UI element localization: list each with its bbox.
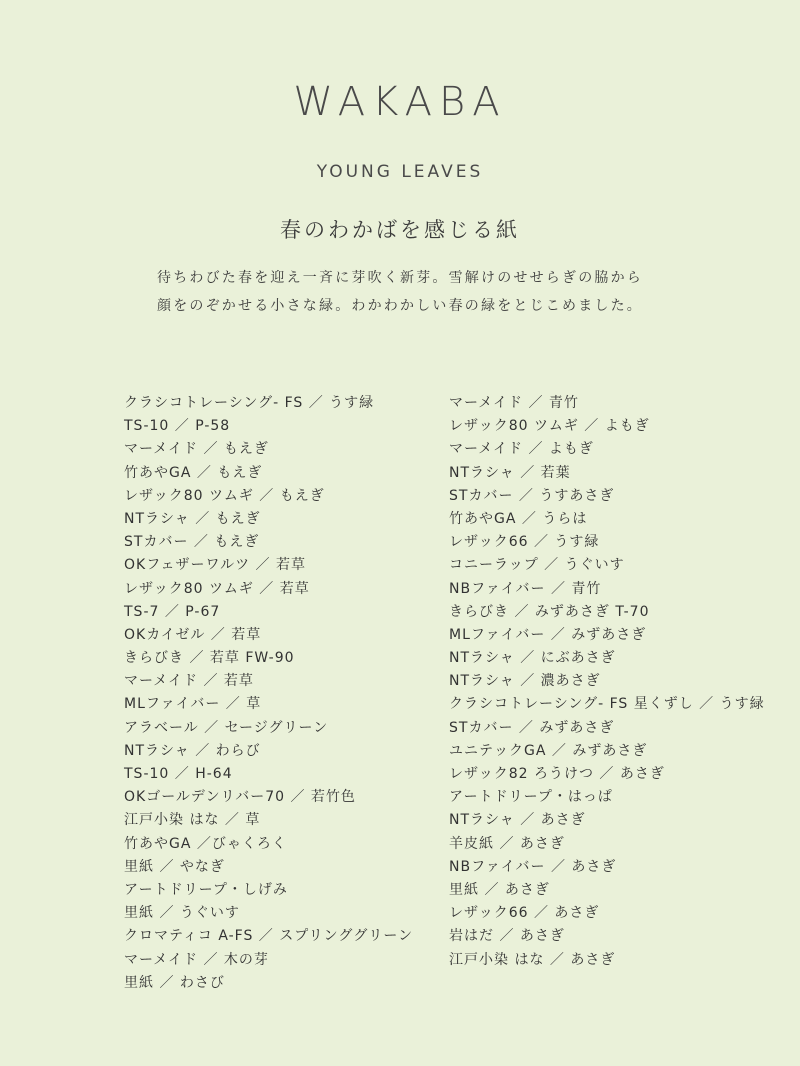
list-item: NBファイバー ／ あさぎ: [449, 858, 617, 875]
list-item: NTラシャ ／ 若葉: [449, 464, 571, 481]
list-item: クラシコトレーシング- FS 星くずし ／ うす緑: [449, 696, 765, 713]
list-item: TS-7 ／ P-67: [124, 603, 221, 620]
list-item: TS-10 ／ H-64: [124, 766, 233, 782]
list-item: レザック82 ろうけつ ／ あさぎ: [449, 766, 665, 782]
list-item: MLファイバー ／ みずあさぎ: [449, 626, 647, 643]
section-heading: 春のわかばを感じる紙: [280, 218, 520, 242]
list-item: 竹あやGA ／びゃくろく: [124, 835, 287, 852]
paper-list-left: [124, 392, 440, 995]
list-item: きらびき ／ 若草 FW-90: [124, 650, 295, 667]
page-title: WAKABA: [293, 79, 507, 125]
list-item: NTラシャ ／ 濃あさぎ: [449, 673, 601, 690]
list-item: TS-10 ／ P-58: [124, 418, 231, 435]
page-subtitle: YOUNG LEAVES: [316, 162, 484, 182]
list-item: 里紙 ／ やなぎ: [124, 858, 225, 875]
list-item: アートドリープ・はっぱ: [449, 789, 613, 806]
list-item: ユニテックGA ／ みずあさぎ: [449, 742, 648, 759]
intro-text: [0, 264, 800, 320]
list-item: マーメイド ／ 木の芽: [124, 951, 269, 968]
list-item: 里紙 ／ わさび: [124, 974, 225, 991]
list-item: マーメイド ／ 若草: [124, 673, 254, 690]
list-item: クラシコトレーシング- FS ／ うす緑: [124, 395, 375, 411]
list-item: NBファイバー ／ 青竹: [449, 580, 602, 597]
list-item: 江戸小染 はな ／ あさぎ: [449, 951, 616, 968]
list-item: 羊皮紙 ／ あさぎ: [449, 835, 565, 852]
list-item: レザック80 ツムギ ／ 若草: [124, 580, 310, 597]
list-item: STカバー ／ みずあさぎ: [449, 719, 615, 736]
list-item: 里紙 ／ あさぎ: [449, 881, 550, 898]
list-item: マーメイド ／ もえぎ: [124, 441, 269, 458]
list-item: NTラシャ ／ わらび: [124, 742, 261, 759]
paper-list-right: [449, 392, 789, 972]
list-item: NTラシャ ／ あさぎ: [449, 812, 586, 829]
list-item: OKゴールデンリバー70 ／ 若竹色: [124, 789, 356, 806]
list-item: 里紙 ／ うぐいす: [124, 905, 240, 922]
list-item: マーメイド ／ よもぎ: [449, 441, 594, 458]
list-item: STカバー ／ もえぎ: [124, 534, 260, 551]
list-item: NTラシャ ／ にぶあさぎ: [449, 650, 616, 667]
list-item: 竹あやGA ／ もえぎ: [124, 464, 263, 481]
list-item: コニーラップ ／ うぐいす: [449, 557, 625, 574]
list-item: レザック80 ツムギ ／ もえぎ: [124, 487, 325, 504]
list-item: STカバー ／ うすあさぎ: [449, 487, 615, 504]
list-item: OKフェザーワルツ ／ 若草: [124, 557, 306, 574]
list-item: クロマティコ A-FS ／ スプリンググリーン: [124, 928, 414, 945]
list-item: 岩はだ ／ あさぎ: [449, 928, 565, 945]
intro-line-2: 顔をのぞかせる小さな緑。わかわかしい春の緑をとじこめました。: [157, 298, 643, 314]
list-item: NTラシャ ／ もえぎ: [124, 510, 261, 527]
list-item: マーメイド ／ 青竹: [449, 395, 579, 411]
list-item: OKカイゼル ／ 若草: [124, 626, 262, 643]
list-item: 竹あやGA ／ うらは: [449, 510, 588, 527]
list-item: レザック80 ツムギ ／ よもぎ: [449, 418, 650, 435]
list-item: 江戸小染 はな ／ 草: [124, 812, 261, 829]
list-item: アラベール ／ セージグリーン: [124, 719, 329, 736]
list-item: アートドリープ・しげみ: [124, 881, 288, 898]
intro-line-1: 待ちわびた春を迎え一斉に芽吹く新芽。雪解けのせせらぎの脇から: [157, 270, 643, 286]
list-item: レザック66 ／ あさぎ: [449, 905, 600, 922]
list-item: レザック66 ／ うす緑: [449, 534, 600, 551]
list-item: きらびき ／ みずあさぎ T-70: [449, 603, 650, 620]
list-item: MLファイバー ／ 草: [124, 696, 262, 713]
